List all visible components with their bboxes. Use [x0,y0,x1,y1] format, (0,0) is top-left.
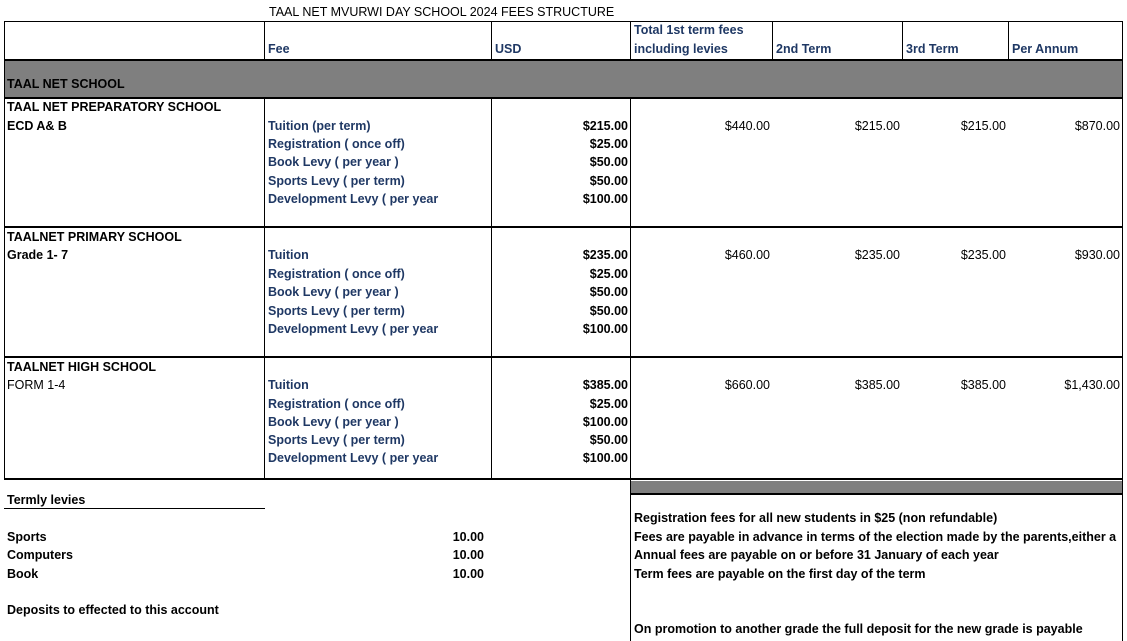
fee-label: Development Levy ( per year [268,322,439,336]
fee-usd: $215.00 [582,119,628,133]
col-divider-term2-header [772,21,773,61]
fee-label: Registration ( once off) [268,267,405,281]
levies-heading-underline [4,508,265,509]
row-divider-2 [4,356,1123,358]
fee-label: Registration ( once off) [268,137,405,151]
school-sub-high: FORM 1-4 [7,378,66,392]
fee-usd: $235.00 [582,248,628,262]
levy-value: 10.00 [452,567,484,581]
total-first-term: $460.00 [724,248,770,262]
third-term: $385.00 [960,378,1006,392]
col-divider-annum-header [1008,21,1009,61]
fee-label: Tuition [268,248,309,262]
levy-label: Book [7,567,39,581]
header-total-line2: including levies [634,42,728,56]
header-usd: USD [495,42,522,56]
fee-usd: $385.00 [582,378,628,392]
school-sub-preparatory: ECD A& B [7,119,67,133]
col-divider-fee [264,97,265,480]
section-band [5,61,1122,97]
header-annum: Per Annum [1012,42,1079,56]
fee-label: Book Levy ( per year ) [268,285,399,299]
school-sub-primary: Grade 1- 7 [7,248,69,262]
fee-usd: $50.00 [589,304,628,318]
notes-top-border [630,493,1123,495]
per-annum: $1,430.00 [1064,378,1120,392]
levy-value: 10.00 [452,530,484,544]
col-divider-fee-header [264,21,265,61]
table-top-border [4,21,1123,22]
header-term3: 3rd Term [906,42,959,56]
note-term: Term fees are payable on the first day of the term [634,567,926,581]
levy-label: Sports [7,530,47,544]
deposit-note: Deposits to effected to this account [7,603,219,617]
total-first-term: $440.00 [724,119,770,133]
per-annum: $930.00 [1074,248,1120,262]
per-annum: $870.00 [1074,119,1120,133]
fee-usd: $50.00 [589,433,628,447]
levy-value: 10.00 [452,548,484,562]
fee-label: Tuition (per term) [268,119,371,133]
second-term: $235.00 [854,248,900,262]
fee-usd: $50.00 [589,285,628,299]
header-total-line1: Total 1st term fees [634,23,744,37]
section-label: TAAL NET SCHOOL [7,77,125,91]
fee-usd: $100.00 [582,451,628,465]
note-advance: Fees are payable in advance in terms of the election made by the parents,either a [634,530,1117,544]
fee-label: Sports Levy ( per term) [268,304,405,318]
table-left-border [4,21,5,480]
note-annual: Annual fees are payable on or before 31 January of each year [634,548,999,562]
second-term: $385.00 [854,378,900,392]
fee-usd: $25.00 [589,137,628,151]
page-title: TAAL NET MVURWI DAY SCHOOL 2024 FEES STRUCTURE [269,5,615,19]
col-divider-term3-header [902,21,903,61]
notes-right-border [1122,480,1123,641]
third-term: $215.00 [960,119,1006,133]
fee-usd: $100.00 [582,322,628,336]
fee-label: Sports Levy ( per term) [268,433,405,447]
table-right-border [1122,21,1123,480]
header-fee: Fee [268,42,290,56]
note-promotion: On promotion to another grade the full deposit for the new grade is payable [634,622,1083,636]
fee-usd: $100.00 [582,192,628,206]
second-term: $215.00 [854,119,900,133]
levy-label: Computers [7,548,73,562]
fee-usd: $25.00 [589,397,628,411]
fee-label: Book Levy ( per year ) [268,415,399,429]
school-name-preparatory: TAAL NET PREPARATORY SCHOOL [7,100,222,114]
fee-usd: $50.00 [589,155,628,169]
col-divider-total [630,97,631,480]
fee-label: Book Levy ( per year ) [268,155,399,169]
fee-label: Development Levy ( per year [268,192,439,206]
fee-usd: $25.00 [589,267,628,281]
school-name-high: TAALNET HIGH SCHOOL [7,360,157,374]
fee-label: Tuition [268,378,309,392]
school-name-primary: TAALNET PRIMARY SCHOOL [7,230,182,244]
header-term2: 2nd Term [776,42,832,56]
row-divider-3 [4,478,1123,480]
fee-usd: $50.00 [589,174,628,188]
total-first-term: $660.00 [724,378,770,392]
notes-left-border [630,480,631,641]
levies-heading: Termly levies [7,493,86,507]
fee-label: Sports Levy ( per term) [268,174,405,188]
fee-label: Registration ( once off) [268,397,405,411]
col-divider-usd-header [491,21,492,61]
third-term: $235.00 [960,248,1006,262]
note-registration: Registration fees for all new students in $25 (non refundable) [634,511,998,525]
col-divider-total-header [630,21,631,61]
fee-label: Development Levy ( per year [268,451,439,465]
fee-usd: $100.00 [582,415,628,429]
